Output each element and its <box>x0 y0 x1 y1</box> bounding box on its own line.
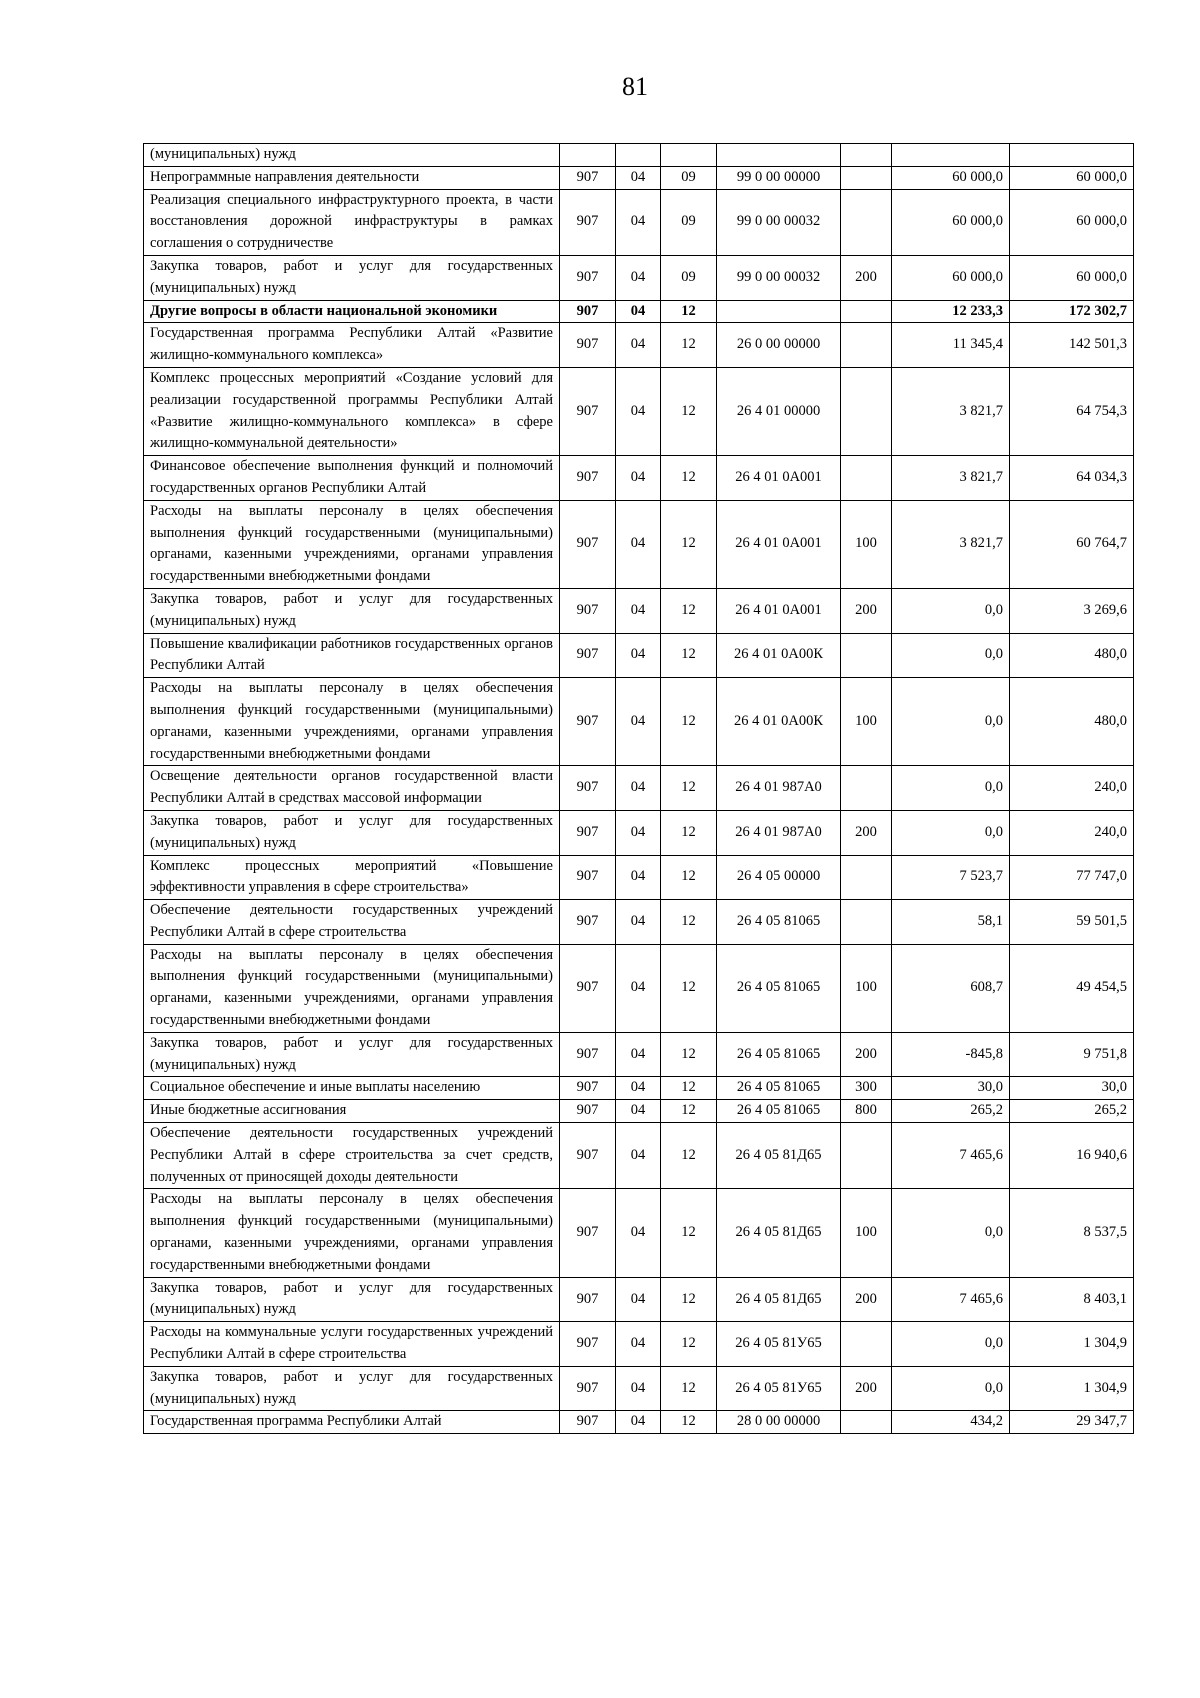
expense-type-code <box>841 900 892 945</box>
table-row <box>144 1032 1134 1077</box>
table-row <box>144 1100 1134 1123</box>
subsection-code: 12 <box>661 1077 717 1100</box>
item-name: Государственная программа Республики Алтай <box>144 1411 560 1434</box>
amount-change: 265,2 <box>892 1100 1010 1123</box>
expense-type-code: 200 <box>841 1366 892 1411</box>
expense-type-code <box>841 855 892 900</box>
department-code: 907 <box>560 1189 616 1277</box>
expense-type-code <box>841 367 892 455</box>
amount-change: 0,0 <box>892 1189 1010 1277</box>
amount-total <box>1010 144 1134 167</box>
section-code: 04 <box>616 1277 661 1322</box>
department-code: 907 <box>560 1100 616 1123</box>
amount-change: 0,0 <box>892 1322 1010 1367</box>
section-code: 04 <box>616 166 661 189</box>
item-name: Закупка товаров, работ и услуг для государственных (муниципальных) нужд <box>144 1032 560 1077</box>
amount-total: 60 000,0 <box>1010 189 1134 255</box>
item-name: Расходы на коммунальные услуги государственных учреждений Республики Алтай в сфере строительства <box>144 1322 560 1367</box>
amount-change: 0,0 <box>892 1366 1010 1411</box>
section-code: 04 <box>616 456 661 501</box>
section-code: 04 <box>616 855 661 900</box>
amount-total: 240,0 <box>1010 810 1134 855</box>
section-code: 04 <box>616 1366 661 1411</box>
section-code: 04 <box>616 766 661 811</box>
target-article-code: 99 0 00 00032 <box>717 189 841 255</box>
expense-type-code: 200 <box>841 1277 892 1322</box>
amount-change: 60 000,0 <box>892 189 1010 255</box>
department-code: 907 <box>560 500 616 588</box>
department-code: 907 <box>560 810 616 855</box>
subsection-code: 12 <box>661 1189 717 1277</box>
department-code: 907 <box>560 766 616 811</box>
section-code: 04 <box>616 1100 661 1123</box>
amount-total: 29 347,7 <box>1010 1411 1134 1434</box>
section-code: 04 <box>616 300 661 323</box>
section-code: 04 <box>616 500 661 588</box>
section-code: 04 <box>616 810 661 855</box>
expense-type-code <box>841 456 892 501</box>
table-row <box>144 1123 1134 1189</box>
target-article-code: 99 0 00 00032 <box>717 255 841 300</box>
amount-total: 9 751,8 <box>1010 1032 1134 1077</box>
item-name: Закупка товаров, работ и услуг для государственных (муниципальных) нужд <box>144 255 560 300</box>
subsection-code: 12 <box>661 1100 717 1123</box>
department-code: 907 <box>560 855 616 900</box>
department-code: 907 <box>560 367 616 455</box>
target-article-code: 26 4 05 00000 <box>717 855 841 900</box>
department-code: 907 <box>560 300 616 323</box>
expense-type-code: 800 <box>841 1100 892 1123</box>
item-name: Финансовое обеспечение выполнения функций и полномочий государственных органов Республики Алтай <box>144 456 560 501</box>
target-article-code: 26 4 05 81065 <box>717 944 841 1032</box>
amount-total: 60 764,7 <box>1010 500 1134 588</box>
item-name: Социальное обеспечение и иные выплаты населению <box>144 1077 560 1100</box>
target-article-code: 26 4 05 81У65 <box>717 1366 841 1411</box>
table-row <box>144 855 1134 900</box>
expense-type-code <box>841 144 892 167</box>
expense-type-code <box>841 1411 892 1434</box>
subsection-code: 12 <box>661 900 717 945</box>
expense-type-code <box>841 300 892 323</box>
department-code: 907 <box>560 678 616 766</box>
item-name: Непрограммные направления деятельности <box>144 166 560 189</box>
table-row <box>144 1189 1134 1277</box>
expense-type-code <box>841 323 892 368</box>
table-row <box>144 944 1134 1032</box>
expense-type-code: 200 <box>841 588 892 633</box>
table-row <box>144 456 1134 501</box>
budget-table <box>143 143 1134 1434</box>
item-name: Другие вопросы в области национальной экономики <box>144 300 560 323</box>
item-name: Расходы на выплаты персоналу в целях обеспечения выполнения функций государственными (муниципальными) органами, казенными учреждениями, органами управления государственными внебюджетными фондами <box>144 500 560 588</box>
amount-change: 7 465,6 <box>892 1277 1010 1322</box>
target-article-code: 26 4 05 81У65 <box>717 1322 841 1367</box>
target-article-code: 26 4 01 0А00К <box>717 678 841 766</box>
department-code: 907 <box>560 1123 616 1189</box>
amount-total: 1 304,9 <box>1010 1366 1134 1411</box>
section-code: 04 <box>616 678 661 766</box>
subsection-code <box>661 144 717 167</box>
item-name: Комплекс процессных мероприятий «Создание условий для реализации государственной программы Республики Алтай «Развитие жилищно-коммунального комплекса» в сфере жилищно-коммунальной деятельности» <box>144 367 560 455</box>
expense-type-code: 200 <box>841 810 892 855</box>
item-name: Обеспечение деятельности государственных учреждений Республики Алтай в сфере строительства <box>144 900 560 945</box>
page-number: 81 <box>622 72 648 101</box>
department-code: 907 <box>560 588 616 633</box>
amount-total: 8 537,5 <box>1010 1189 1134 1277</box>
expense-type-code <box>841 1322 892 1367</box>
subsection-code: 12 <box>661 1277 717 1322</box>
target-article-code: 26 4 05 81Д65 <box>717 1277 841 1322</box>
amount-total: 480,0 <box>1010 678 1134 766</box>
amount-change: 12 233,3 <box>892 300 1010 323</box>
item-name: Повышение квалификации работников государственных органов Республики Алтай <box>144 633 560 678</box>
expense-type-code: 300 <box>841 1077 892 1100</box>
section-code: 04 <box>616 323 661 368</box>
amount-change: 434,2 <box>892 1411 1010 1434</box>
target-article-code: 26 4 01 987А0 <box>717 810 841 855</box>
table-row <box>144 1277 1134 1322</box>
amount-total: 49 454,5 <box>1010 944 1134 1032</box>
item-name: Иные бюджетные ассигнования <box>144 1100 560 1123</box>
subsection-code: 12 <box>661 1322 717 1367</box>
subsection-code: 12 <box>661 633 717 678</box>
item-name: Освещение деятельности органов государственной власти Республики Алтай в средствах массовой информации <box>144 766 560 811</box>
expense-type-code: 200 <box>841 255 892 300</box>
subsection-code: 12 <box>661 766 717 811</box>
amount-total: 1 304,9 <box>1010 1322 1134 1367</box>
department-code: 907 <box>560 900 616 945</box>
table-row <box>144 166 1134 189</box>
amount-total: 16 940,6 <box>1010 1123 1134 1189</box>
item-name: Закупка товаров, работ и услуг для государственных (муниципальных) нужд <box>144 588 560 633</box>
amount-change: 0,0 <box>892 766 1010 811</box>
expense-type-code <box>841 166 892 189</box>
target-article-code: 26 4 05 81065 <box>717 1032 841 1077</box>
section-code: 04 <box>616 367 661 455</box>
target-article-code: 99 0 00 00000 <box>717 166 841 189</box>
amount-change: 0,0 <box>892 588 1010 633</box>
target-article-code: 26 4 05 81065 <box>717 1100 841 1123</box>
subsection-code: 12 <box>661 1366 717 1411</box>
item-name: Расходы на выплаты персоналу в целях обеспечения выполнения функций государственными (муниципальными) органами, казенными учреждениями, органами управления государственными внебюджетными фондами <box>144 678 560 766</box>
subsection-code: 12 <box>661 588 717 633</box>
target-article-code: 26 4 01 0А001 <box>717 500 841 588</box>
department-code: 907 <box>560 166 616 189</box>
amount-change: 3 821,7 <box>892 367 1010 455</box>
expense-type-code: 100 <box>841 500 892 588</box>
amount-total: 30,0 <box>1010 1077 1134 1100</box>
section-code: 04 <box>616 588 661 633</box>
target-article-code: 26 4 01 0А001 <box>717 588 841 633</box>
section-code: 04 <box>616 1322 661 1367</box>
amount-change: 7 523,7 <box>892 855 1010 900</box>
subsection-code: 12 <box>661 367 717 455</box>
amount-change <box>892 144 1010 167</box>
department-code: 907 <box>560 1277 616 1322</box>
target-article-code: 26 4 01 0А00К <box>717 633 841 678</box>
target-article-code: 26 4 05 81065 <box>717 1077 841 1100</box>
department-code: 907 <box>560 944 616 1032</box>
amount-total: 480,0 <box>1010 633 1134 678</box>
item-name: Расходы на выплаты персоналу в целях обеспечения выполнения функций государственными (муниципальными) органами, казенными учреждениями, органами управления государственными внебюджетными фондами <box>144 1189 560 1277</box>
department-code: 907 <box>560 323 616 368</box>
subsection-code: 12 <box>661 300 717 323</box>
subsection-code: 12 <box>661 456 717 501</box>
amount-total: 59 501,5 <box>1010 900 1134 945</box>
subsection-code: 12 <box>661 1032 717 1077</box>
amount-change: 608,7 <box>892 944 1010 1032</box>
table-row <box>144 588 1134 633</box>
table-row <box>144 323 1134 368</box>
department-code: 907 <box>560 1411 616 1434</box>
amount-change: -845,8 <box>892 1032 1010 1077</box>
target-article-code: 26 0 00 00000 <box>717 323 841 368</box>
item-name: Обеспечение деятельности государственных учреждений Республики Алтай в сфере строительства за счет средств, полученных от приносящей доходы деятельности <box>144 1123 560 1189</box>
table-row <box>144 367 1134 455</box>
amount-change: 3 821,7 <box>892 456 1010 501</box>
table-row <box>144 144 1134 167</box>
expense-type-code: 100 <box>841 1189 892 1277</box>
table-row <box>144 1077 1134 1100</box>
subsection-code: 09 <box>661 189 717 255</box>
target-article-code: 26 4 01 0А001 <box>717 456 841 501</box>
section-code: 04 <box>616 900 661 945</box>
section-code: 04 <box>616 255 661 300</box>
table-row <box>144 678 1134 766</box>
subsection-code: 12 <box>661 944 717 1032</box>
subsection-code: 12 <box>661 855 717 900</box>
amount-change: 0,0 <box>892 810 1010 855</box>
department-code: 907 <box>560 255 616 300</box>
department-code: 907 <box>560 456 616 501</box>
department-code <box>560 144 616 167</box>
item-name: Закупка товаров, работ и услуг для государственных (муниципальных) нужд <box>144 1277 560 1322</box>
amount-total: 60 000,0 <box>1010 255 1134 300</box>
table-row <box>144 810 1134 855</box>
expense-type-code <box>841 633 892 678</box>
target-article-code <box>717 144 841 167</box>
amount-change: 0,0 <box>892 633 1010 678</box>
amount-change: 7 465,6 <box>892 1123 1010 1189</box>
table-row <box>144 500 1134 588</box>
subsection-code: 12 <box>661 323 717 368</box>
department-code: 907 <box>560 1032 616 1077</box>
table-row <box>144 189 1134 255</box>
subsection-code: 12 <box>661 1411 717 1434</box>
table-row <box>144 1366 1134 1411</box>
expense-type-code <box>841 1123 892 1189</box>
table-row <box>144 1322 1134 1367</box>
target-article-code <box>717 300 841 323</box>
amount-total: 142 501,3 <box>1010 323 1134 368</box>
department-code: 907 <box>560 1366 616 1411</box>
table-row <box>144 255 1134 300</box>
item-name: Расходы на выплаты персоналу в целях обеспечения выполнения функций государственными (муниципальными) органами, казенными учреждениями, органами управления государственными внебюджетными фондами <box>144 944 560 1032</box>
amount-total: 265,2 <box>1010 1100 1134 1123</box>
target-article-code: 28 0 00 00000 <box>717 1411 841 1434</box>
amount-change: 30,0 <box>892 1077 1010 1100</box>
section-code: 04 <box>616 1411 661 1434</box>
section-code: 04 <box>616 1123 661 1189</box>
expense-type-code: 100 <box>841 944 892 1032</box>
subsection-code: 12 <box>661 810 717 855</box>
item-name: Государственная программа Республики Алтай «Развитие жилищно-коммунального комплекса» <box>144 323 560 368</box>
amount-total: 77 747,0 <box>1010 855 1134 900</box>
item-name: Комплекс процессных мероприятий «Повышение эффективности управления в сфере строительства» <box>144 855 560 900</box>
section-code <box>616 144 661 167</box>
expense-type-code <box>841 766 892 811</box>
amount-total: 60 000,0 <box>1010 166 1134 189</box>
subsection-code: 09 <box>661 255 717 300</box>
subsection-code: 12 <box>661 500 717 588</box>
target-article-code: 26 4 05 81Д65 <box>717 1189 841 1277</box>
subsection-code: 09 <box>661 166 717 189</box>
subsection-code: 12 <box>661 678 717 766</box>
amount-total: 240,0 <box>1010 766 1134 811</box>
target-article-code: 26 4 05 81065 <box>717 900 841 945</box>
table-row <box>144 300 1134 323</box>
item-name: Закупка товаров, работ и услуг для государственных (муниципальных) нужд <box>144 810 560 855</box>
target-article-code: 26 4 05 81Д65 <box>717 1123 841 1189</box>
subsection-code: 12 <box>661 1123 717 1189</box>
amount-total: 64 754,3 <box>1010 367 1134 455</box>
amount-change: 3 821,7 <box>892 500 1010 588</box>
table-row <box>144 633 1134 678</box>
budget-table-body <box>144 144 1134 1434</box>
expense-type-code: 100 <box>841 678 892 766</box>
item-name: (муниципальных) нужд <box>144 144 560 167</box>
amount-total: 8 403,1 <box>1010 1277 1134 1322</box>
table-row <box>144 766 1134 811</box>
section-code: 04 <box>616 1189 661 1277</box>
item-name: Реализация специального инфраструктурного проекта, в части восстановления дорожной инфраструктуры в рамках соглашения о сотрудничестве <box>144 189 560 255</box>
expense-type-code <box>841 189 892 255</box>
department-code: 907 <box>560 1322 616 1367</box>
item-name: Закупка товаров, работ и услуг для государственных (муниципальных) нужд <box>144 1366 560 1411</box>
amount-change: 60 000,0 <box>892 166 1010 189</box>
amount-change: 11 345,4 <box>892 323 1010 368</box>
section-code: 04 <box>616 189 661 255</box>
amount-change: 58,1 <box>892 900 1010 945</box>
table-row <box>144 1411 1134 1434</box>
section-code: 04 <box>616 1032 661 1077</box>
section-code: 04 <box>616 944 661 1032</box>
department-code: 907 <box>560 633 616 678</box>
target-article-code: 26 4 01 00000 <box>717 367 841 455</box>
table-row <box>144 900 1134 945</box>
amount-change: 0,0 <box>892 678 1010 766</box>
amount-total: 64 034,3 <box>1010 456 1134 501</box>
section-code: 04 <box>616 633 661 678</box>
target-article-code: 26 4 01 987А0 <box>717 766 841 811</box>
amount-total: 172 302,7 <box>1010 300 1134 323</box>
department-code: 907 <box>560 1077 616 1100</box>
amount-total: 3 269,6 <box>1010 588 1134 633</box>
section-code: 04 <box>616 1077 661 1100</box>
department-code: 907 <box>560 189 616 255</box>
expense-type-code: 200 <box>841 1032 892 1077</box>
amount-change: 60 000,0 <box>892 255 1010 300</box>
